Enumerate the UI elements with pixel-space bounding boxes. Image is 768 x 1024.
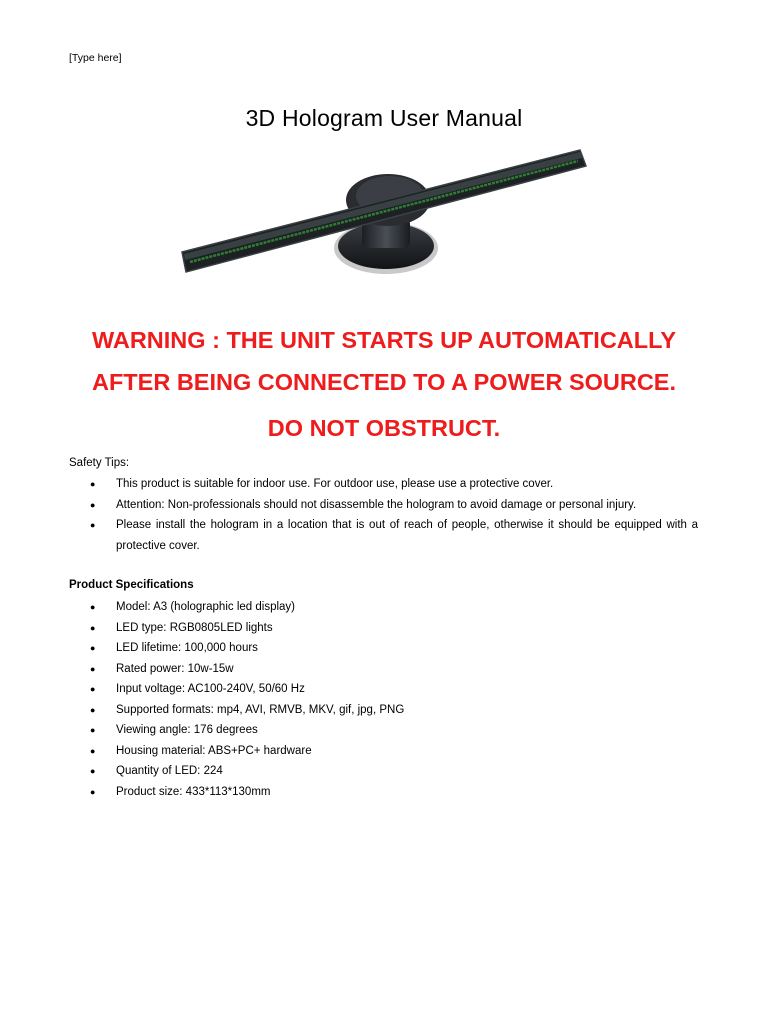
bullet-icon: ●: [90, 643, 96, 653]
list-item: [0, 618, 768, 639]
warning-line-1: WARNING : THE UNIT STARTS UP AUTOMATICALLY: [91, 327, 676, 353]
bullet-icon: ●: [90, 479, 96, 489]
bullet-icon: ●: [90, 684, 96, 694]
list-item: [0, 720, 768, 741]
bullet-icon: ●: [90, 663, 96, 674]
list-item-text: LED type: RGB0805LED lights: [116, 621, 273, 634]
bullet-icon: ●: [90, 745, 96, 756]
hologram-fan-image: [176, 138, 592, 284]
list-item-text: Quantity of LED: 224: [116, 765, 223, 777]
bullet-icon: ●: [90, 725, 96, 735]
list-item-text: Rated power: 10w-15w: [116, 662, 234, 675]
list-item-text: Attention: Non-professionals should not disassemble the hologram to avoid damage or personal injury.: [116, 498, 637, 511]
warning-line-2: AFTER BEING CONNECTED TO A POWER SOURCE.: [91, 369, 677, 395]
bullet-icon: ●: [90, 766, 96, 776]
product-specifications-list: [0, 597, 768, 802]
list-item: [0, 495, 768, 516]
bullet-icon: ●: [90, 602, 96, 612]
list-item: [0, 741, 768, 762]
list-item-text: LED lifetime: 100,000 hours: [116, 642, 258, 654]
list-item-text: Viewing angle: 176 degrees: [116, 724, 258, 736]
document-title: 3D Hologram User Manual: [245, 105, 523, 131]
list-item-text: Input voltage: AC100-240V, 50/60 Hz: [116, 683, 305, 695]
list-item: [0, 638, 768, 659]
product-specifications-label: Product Specifications: [69, 579, 194, 591]
list-item: [0, 679, 768, 700]
list-item-text: Model: A3 (holographic led display): [116, 601, 295, 613]
safety-tips-list: [0, 474, 768, 556]
list-item-text: Supported formats: mp4, AVI, RMVB, MKV, gif, jpg, PNG: [116, 703, 405, 716]
list-item-text: This product is suitable for indoor use. For outdoor use, please use a protective cover.: [116, 478, 554, 490]
bullet-icon: ●: [90, 704, 96, 715]
warning-line-3: DO NOT OBSTRUCT.: [267, 415, 501, 441]
bullet-icon: ●: [90, 520, 96, 530]
list-item: [0, 515, 768, 556]
list-item: [0, 474, 768, 495]
bullet-icon: ●: [90, 622, 96, 633]
list-item-text: Housing material: ABS+PC+ hardware: [116, 744, 312, 757]
bullet-icon: ●: [90, 499, 96, 510]
list-item: [0, 700, 768, 721]
safety-tips-label: Safety Tips:: [69, 457, 130, 469]
list-item-text: Please install the hologram in a location that is out of reach of people, otherwise it should be equipped with a protective cover.: [116, 519, 698, 552]
list-item-text: Product size: 433*113*130mm: [116, 785, 271, 798]
list-item: [0, 782, 768, 803]
list-item: [0, 761, 768, 782]
header-note: [Type here]: [69, 52, 122, 64]
list-item: [0, 597, 768, 618]
list-item: [0, 659, 768, 680]
bullet-icon: ●: [90, 786, 96, 797]
